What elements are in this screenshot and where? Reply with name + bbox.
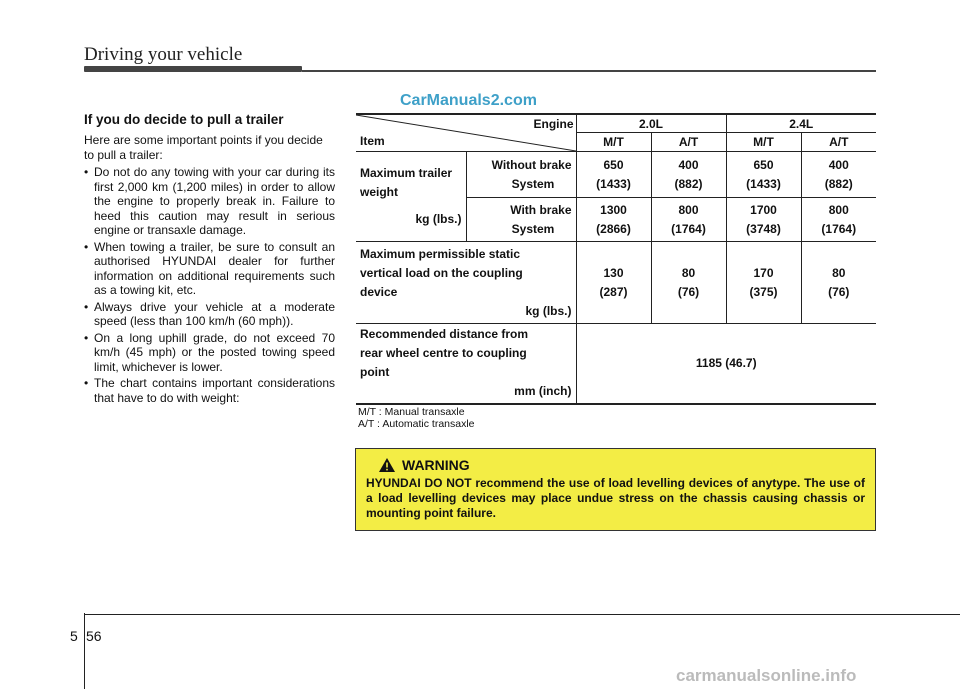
bullet-item: • Do not do any towing with your car during its first 2,000 km (1,200 miles) in order to allow the engine to properly break in. Failure to heed this caution may result in serious engine or transaxle damage. <box>84 165 335 238</box>
label-line: weight <box>360 185 398 199</box>
footer-vertical-rule <box>84 613 85 689</box>
warning-header <box>378 457 865 473</box>
value-cell: 650 (1433) <box>726 152 801 198</box>
unit-label: mm (inch) <box>514 384 572 399</box>
value-cell: 800 (1764) <box>801 198 876 242</box>
header-bar <box>84 66 302 72</box>
transaxle-header: A/T <box>651 133 726 152</box>
item-header-label: Item <box>360 134 385 148</box>
transaxle-notes <box>358 407 475 430</box>
unit-label: kg (lbs.) <box>525 303 572 318</box>
left-column <box>84 112 335 407</box>
bullet-list <box>84 165 335 405</box>
header-diagonal-cell <box>356 114 576 152</box>
warning-title: WARNING <box>402 457 470 473</box>
label-line: Without brake <box>491 157 572 172</box>
engine-header-label: Engine <box>533 117 574 131</box>
section-number: 5 <box>70 628 78 644</box>
watermark-footer: carmanualsonline.info <box>676 666 857 685</box>
value-cell: 80 (76) <box>651 242 726 324</box>
value-cell: 170 (375) <box>726 242 801 324</box>
section-title: If you do decide to pull a trailer <box>84 112 284 127</box>
value-cell: 400 (882) <box>801 152 876 198</box>
page-header-title: Driving your vehicle <box>84 44 243 65</box>
transaxle-header: A/T <box>801 133 876 152</box>
value-cell: 130 (287) <box>576 242 651 324</box>
value-cell: 1700 (3748) <box>726 198 801 242</box>
label-line: vertical load on the coupling <box>360 265 523 280</box>
value-cell: 800 (1764) <box>651 198 726 242</box>
bullet-item: • When towing a trailer, be sure to consult an authorised HYUNDAI dealer for further information on additional requirements such as a towing kit, etc. <box>84 240 335 298</box>
value-cell: 80 (76) <box>801 242 876 324</box>
transaxle-header: M/T <box>726 133 801 152</box>
page-number: 56 <box>86 628 102 644</box>
bullet-item: • Always drive your vehicle at a moderate speed (less than 100 km/h (60 mph)). <box>84 300 335 329</box>
with-brake-label <box>466 198 576 242</box>
engine-2.0L-header: 2.0L <box>576 114 726 133</box>
label-line: Maximum permissible static <box>360 246 521 261</box>
label-line: With brake <box>510 202 572 217</box>
engine-2.4L-header: 2.4L <box>726 114 876 133</box>
note-line: A/T : Automatic transaxle <box>358 417 475 430</box>
warning-text: HYUNDAI DO NOT recommend the use of load levelling devices of anytype. The use of a load levelling devices may place undue stress on the chassis causing chassis or mounting point failure. <box>366 476 865 520</box>
bullet-item: • On a long uphill grade, do not exceed 70 km/h (45 mph) or the posted towing speed limit, whichever is lower. <box>84 331 335 375</box>
value-cell: 400 (882) <box>651 152 726 198</box>
note-line: M/T : Manual transaxle <box>358 406 465 418</box>
towing-spec-table <box>356 113 876 405</box>
footer-rule <box>84 614 960 615</box>
label-line: Maximum trailer <box>360 166 453 180</box>
section-intro: Here are some important points if you decide to pull a trailer: <box>84 133 323 162</box>
warning-box <box>355 448 876 531</box>
label-line: System <box>511 221 555 236</box>
max-trailer-weight-label <box>356 152 466 242</box>
label-line: rear wheel centre to coupling <box>360 346 527 361</box>
without-brake-label <box>466 152 576 198</box>
warning-triangle-icon <box>378 457 396 473</box>
watermark-top: CarManuals2.com <box>400 92 537 109</box>
unit-label: kg (lbs.) <box>415 212 462 226</box>
label-line: System <box>511 176 555 191</box>
header-rule <box>302 70 876 72</box>
bullet-item: • The chart contains important considerations that have to do with weight: <box>84 376 335 405</box>
transaxle-header: M/T <box>576 133 651 152</box>
distance-value-cell: 1185 (46.7) <box>576 324 876 404</box>
label-line: Recommended distance from <box>360 327 529 342</box>
vertical-load-label <box>356 242 576 324</box>
label-line: point <box>360 365 390 380</box>
label-line: device <box>360 284 398 299</box>
value-cell: 1300 (2866) <box>576 198 651 242</box>
distance-label <box>356 324 576 404</box>
value-cell: 650 (1433) <box>576 152 651 198</box>
